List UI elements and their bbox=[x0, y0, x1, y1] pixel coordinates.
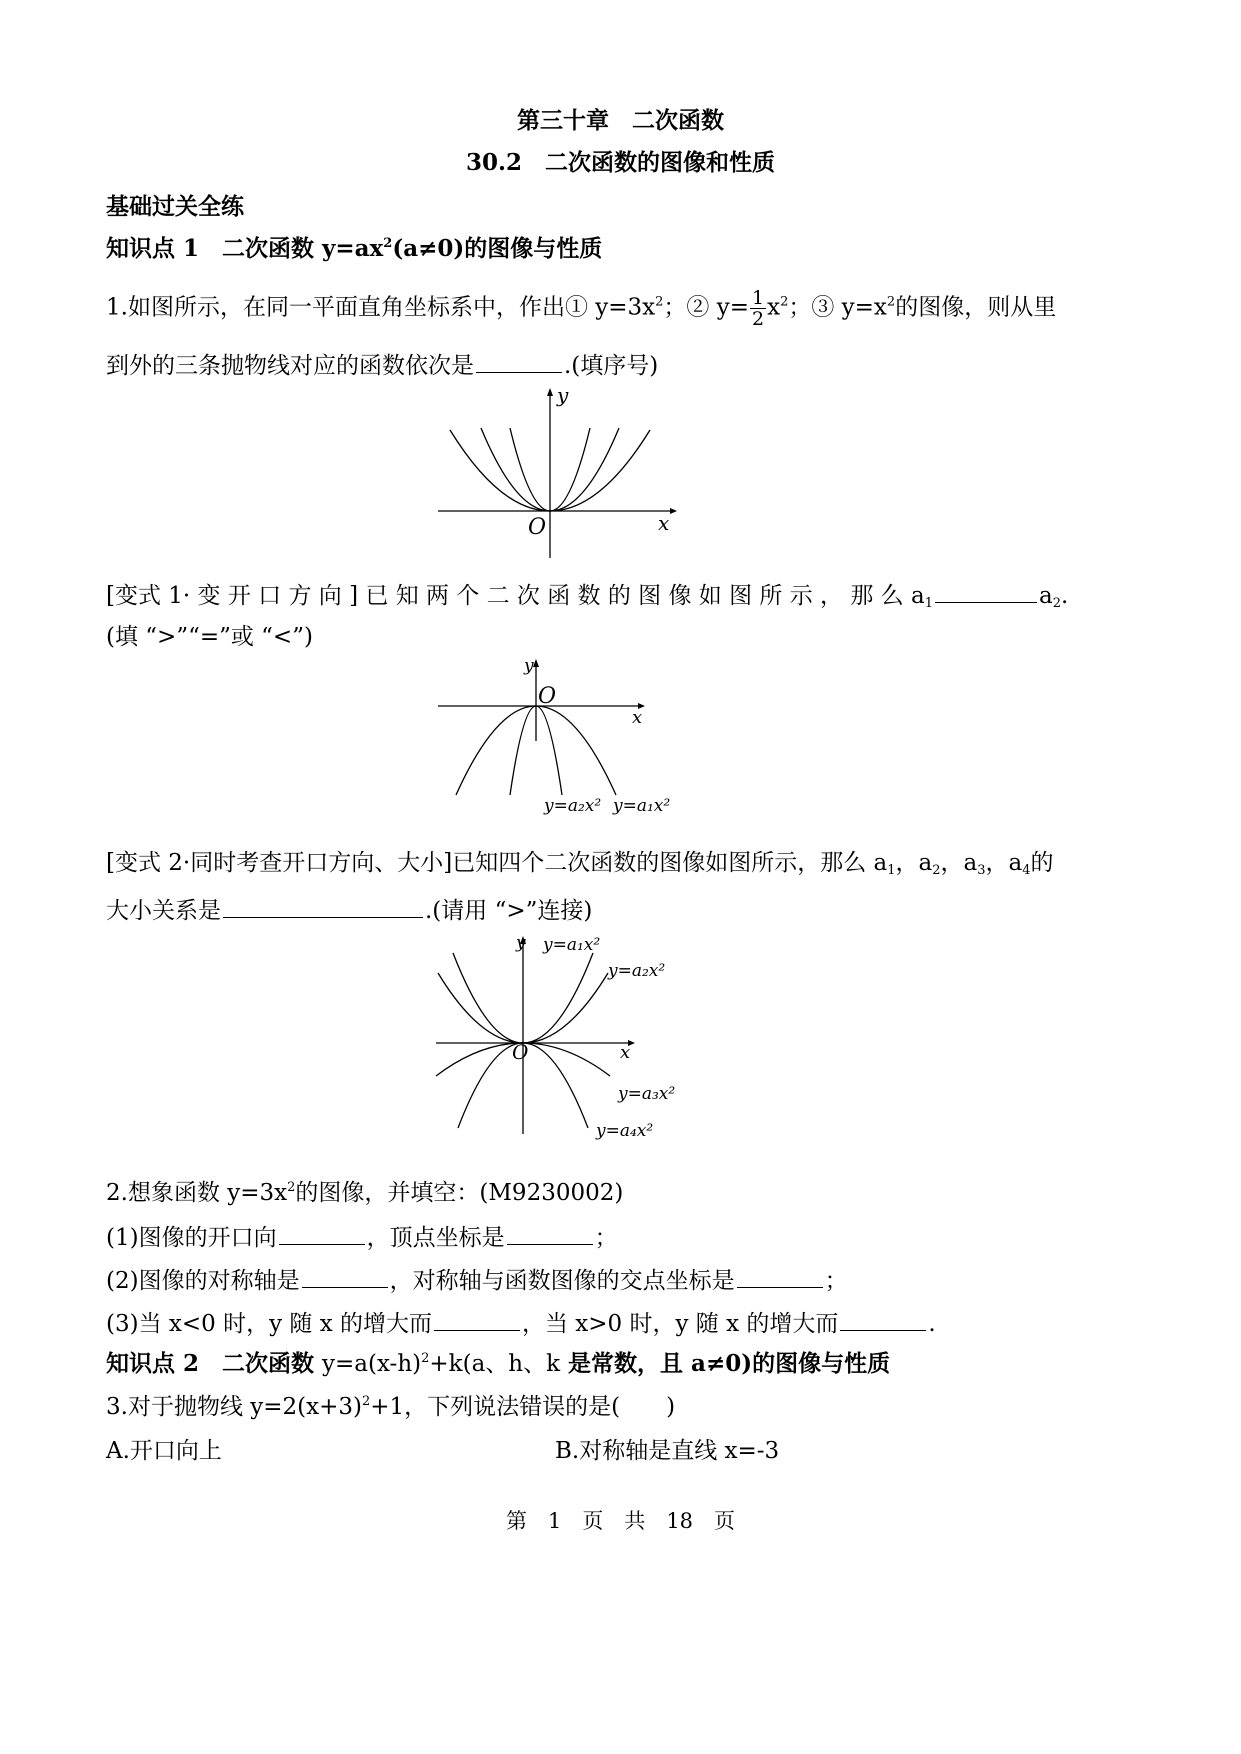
answer-blank[interactable] bbox=[476, 348, 562, 373]
knowledge-point-2-heading: 知识点 2 二次函数 $y=a(x-h)^2+k(a$、h、k 是常数，且 a≠0)的图像与性质 bbox=[106, 1350, 891, 1377]
answer-blank[interactable] bbox=[302, 1263, 388, 1288]
x-axis-label: x bbox=[632, 707, 643, 728]
variant-1-line-2: (填 “>”“=”或 “<”) bbox=[106, 624, 313, 650]
y-axis-arrow bbox=[547, 388, 553, 396]
answer-blank[interactable] bbox=[737, 1263, 823, 1288]
answer-blank[interactable] bbox=[935, 578, 1037, 603]
y-axis-label: y bbox=[557, 383, 569, 407]
figure-2-downward-parabolas bbox=[420, 655, 700, 825]
question-1-line-1: 1.如图所示，在同一平面直角坐标系中，作出① $y=3x^2$；② y= $\frac{1}{2}$ $x^2$；③ $y=x^2$的图像，则从里 bbox=[106, 287, 1057, 330]
answer-blank[interactable] bbox=[279, 1220, 365, 1245]
answer-blank[interactable] bbox=[840, 1306, 926, 1331]
question-2-part-2: (2)图像的对称轴是 ，对称轴与函数图像的交点坐标是 ； bbox=[106, 1263, 848, 1296]
origin-label: O bbox=[512, 1040, 529, 1064]
x-axis-label: x bbox=[658, 511, 670, 535]
y-axis-label: y bbox=[516, 933, 526, 953]
page-footer: 第 1 页 共 18 页 bbox=[505, 1509, 736, 1533]
knowledge-point-1-heading: 知识点 1 二次函数 $y=ax^2(a\ne 0)$的图像与性质 bbox=[106, 235, 603, 262]
question-2-stem: 2.想象函数 $y=3x^2$的图像，并填空：(M9230002) bbox=[106, 1180, 624, 1206]
section-title: 30.2 二次函数的图像和性质 bbox=[465, 149, 776, 176]
variant-2-line-1: [变式 2·同时考查开口方向、大小]已知四个二次函数的图像如图所示，那么 $a_1$，$a_2$，$a_3$，$a_4$的 bbox=[106, 850, 1054, 878]
practice-heading: 基础过关全练 bbox=[106, 193, 244, 220]
origin-label: O bbox=[528, 515, 547, 540]
label-y-a2-x2: y=a₂x² bbox=[608, 961, 666, 981]
y-axis-label: y bbox=[524, 656, 534, 676]
variant-2-line-2: 大小关系是 .(请用 “>”连接) bbox=[106, 893, 592, 926]
x-axis-arrow bbox=[670, 508, 677, 514]
answer-blank[interactable] bbox=[223, 893, 423, 918]
origin-label: O bbox=[538, 684, 557, 709]
y-axis-arrow bbox=[533, 659, 539, 667]
label-y-a1-x2: y=a₁x² bbox=[613, 796, 671, 816]
x-axis-label: x bbox=[620, 1042, 631, 1063]
answer-blank[interactable] bbox=[434, 1306, 520, 1331]
question-3-stem: 3.对于抛物线 $y=2(x+3)^2+1$，下列说法错误的是( ) bbox=[106, 1394, 676, 1420]
figure-3-four-parabolas bbox=[420, 928, 710, 1158]
label-y-a4-x2: y=a₄x² bbox=[596, 1121, 654, 1141]
label-y-a1-x2: y=a₁x² bbox=[543, 935, 601, 955]
fraction-one-half: $\frac{1}{2}$ bbox=[751, 287, 765, 330]
answer-blank[interactable] bbox=[507, 1220, 593, 1245]
question-2-part-3: (3)当 x<0 时，y 随 x 的增大而 ，当 x>0 时，y 随 x 的增大而 . bbox=[106, 1306, 936, 1339]
chapter-title: 第三十章 二次函数 bbox=[517, 107, 724, 134]
option-a[interactable]: A.开口向上 bbox=[106, 1438, 222, 1464]
label-y-a3-x2: y=a₃x² bbox=[618, 1084, 676, 1104]
figure-1-three-parabolas bbox=[420, 382, 680, 552]
question-1-line-2: 到外的三条抛物线对应的函数依次是 .(填序号) bbox=[106, 348, 658, 381]
option-b[interactable]: B.对称轴是直线 x=-3 bbox=[555, 1438, 780, 1464]
label-y-a2-x2: y=a₂x² bbox=[544, 796, 602, 816]
question-2-part-1: (1)图像的开口向 ，顶点坐标是 ； bbox=[106, 1220, 618, 1253]
variant-1-line-1: [变式 1· 变 开 口 方 向 ] 已 知 两 个 二 次 函 数 的 图 像 如 图 所 示 ， 那 么 $a_1$ $a_2$. bbox=[106, 578, 1068, 611]
